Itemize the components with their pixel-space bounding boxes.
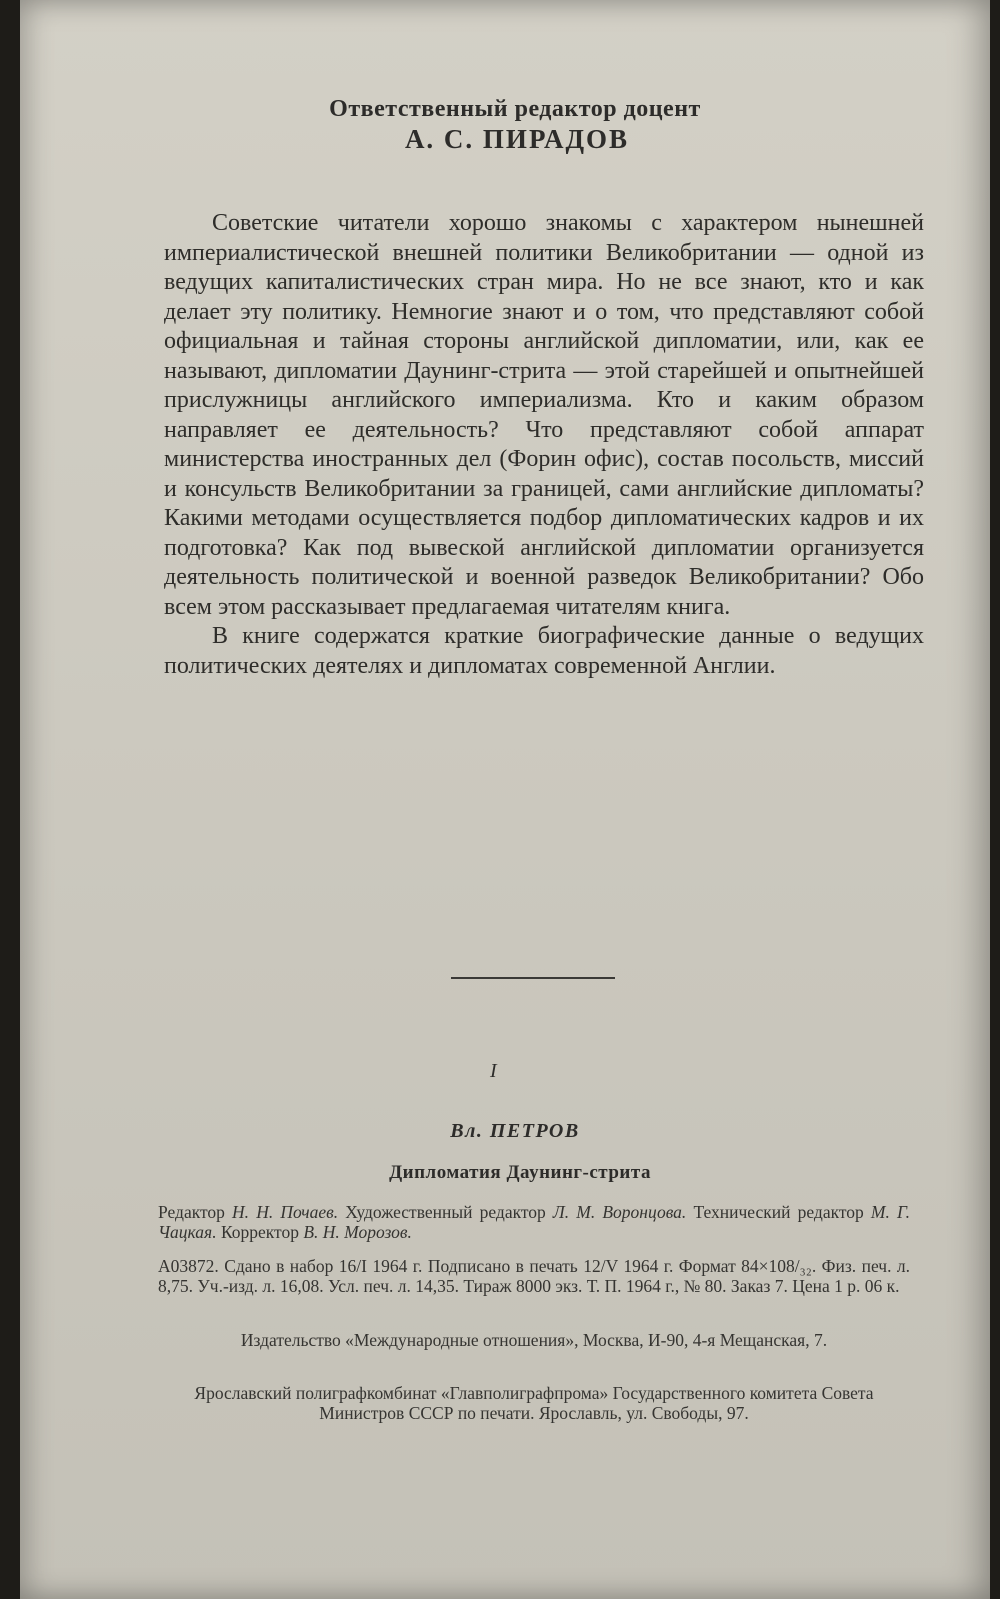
- imprint-staff: [158, 1202, 910, 1242]
- imprint-printer: Ярославский полиграфкомбинат «Главполиграфпрома» Государственного комитета Совета Министров СССР по печати. Ярославль, ул. Свободы, 97.: [194, 1383, 874, 1423]
- book-page: [20, 0, 990, 1599]
- art-editor-name: Л. М. Воронцова.: [552, 1202, 687, 1222]
- editor-name: Н. Н. Почаев.: [232, 1202, 339, 1222]
- imprint-publisher: Издательство «Международные отношения», Москва, И-90, 4-я Мещанская, 7.: [240, 1330, 828, 1350]
- responsible-editor-name: А. С. ПИРАДОВ: [404, 124, 630, 154]
- section-divider: [451, 977, 615, 979]
- proofreader-label: Корректор: [220, 1222, 299, 1242]
- proofreader-name: В. Н. Морозов.: [303, 1222, 412, 1242]
- annotation-paragraph-1: Советские читатели хорошо знакомы с характером нынешней империалистической внешней политики Великобритании — одной из ведущих капиталистических стран мира. Но не все знают, кто и как делает эту политику. Немногие знают и о том, что представляют собой официальная и тайная стороны английской дипломатии, или, как ее называют, дипломатии Даунинг-стрита — этой старейшей и опытнейшей прислужницы английского империализма. Кто и каким образом направляет ее деятельность? Что представляют собой аппарат министерства иностранных дел (Форин офис), состав посольств, миссий и консульств Великобритании за границей, сами английские дипломаты? Какими методами осуществляется подбор дипломатических кадров и их подготовка? Как под вывеской английской дипломатии организуется деятельность политической и военной разведок Великобритании? Обо всем этом рассказывает предлагаемая читателям книга.: [164, 210, 924, 620]
- author-name: Вл. ПЕТРОВ: [450, 1120, 580, 1142]
- editor-label: Редактор: [158, 1202, 225, 1222]
- tech-editor-name: М. Г. Чацкая.: [158, 1202, 911, 1242]
- book-annotation: [164, 209, 924, 681]
- tech-editor-label: Технический редактор: [693, 1202, 864, 1222]
- responsible-editor-title: Ответственный редактор доцент: [329, 96, 701, 122]
- art-editor-label: Художественный редактор: [345, 1202, 546, 1222]
- imprint-specs: А03872. Сдано в набор 16/I 1964 г. Подписано в печать 12/V 1964 г. Формат 84×108/₃₂. Физ. печ. л. 8,75. Уч.-изд. л. 16,08. Усл. печ. л. 14,35. Тираж 8000 экз. Т. П. 1964 г., № 80. Заказ 7. Цена 1 р. 06 к.: [158, 1256, 910, 1296]
- book-title: Дипломатия Даунинг-стрита: [389, 1162, 651, 1183]
- annotation-paragraph-2: В книге содержатся краткие биографические данные о ведущих политических деятелях и дипломатах современной Англии.: [164, 623, 924, 679]
- page-mark: I: [490, 1060, 497, 1082]
